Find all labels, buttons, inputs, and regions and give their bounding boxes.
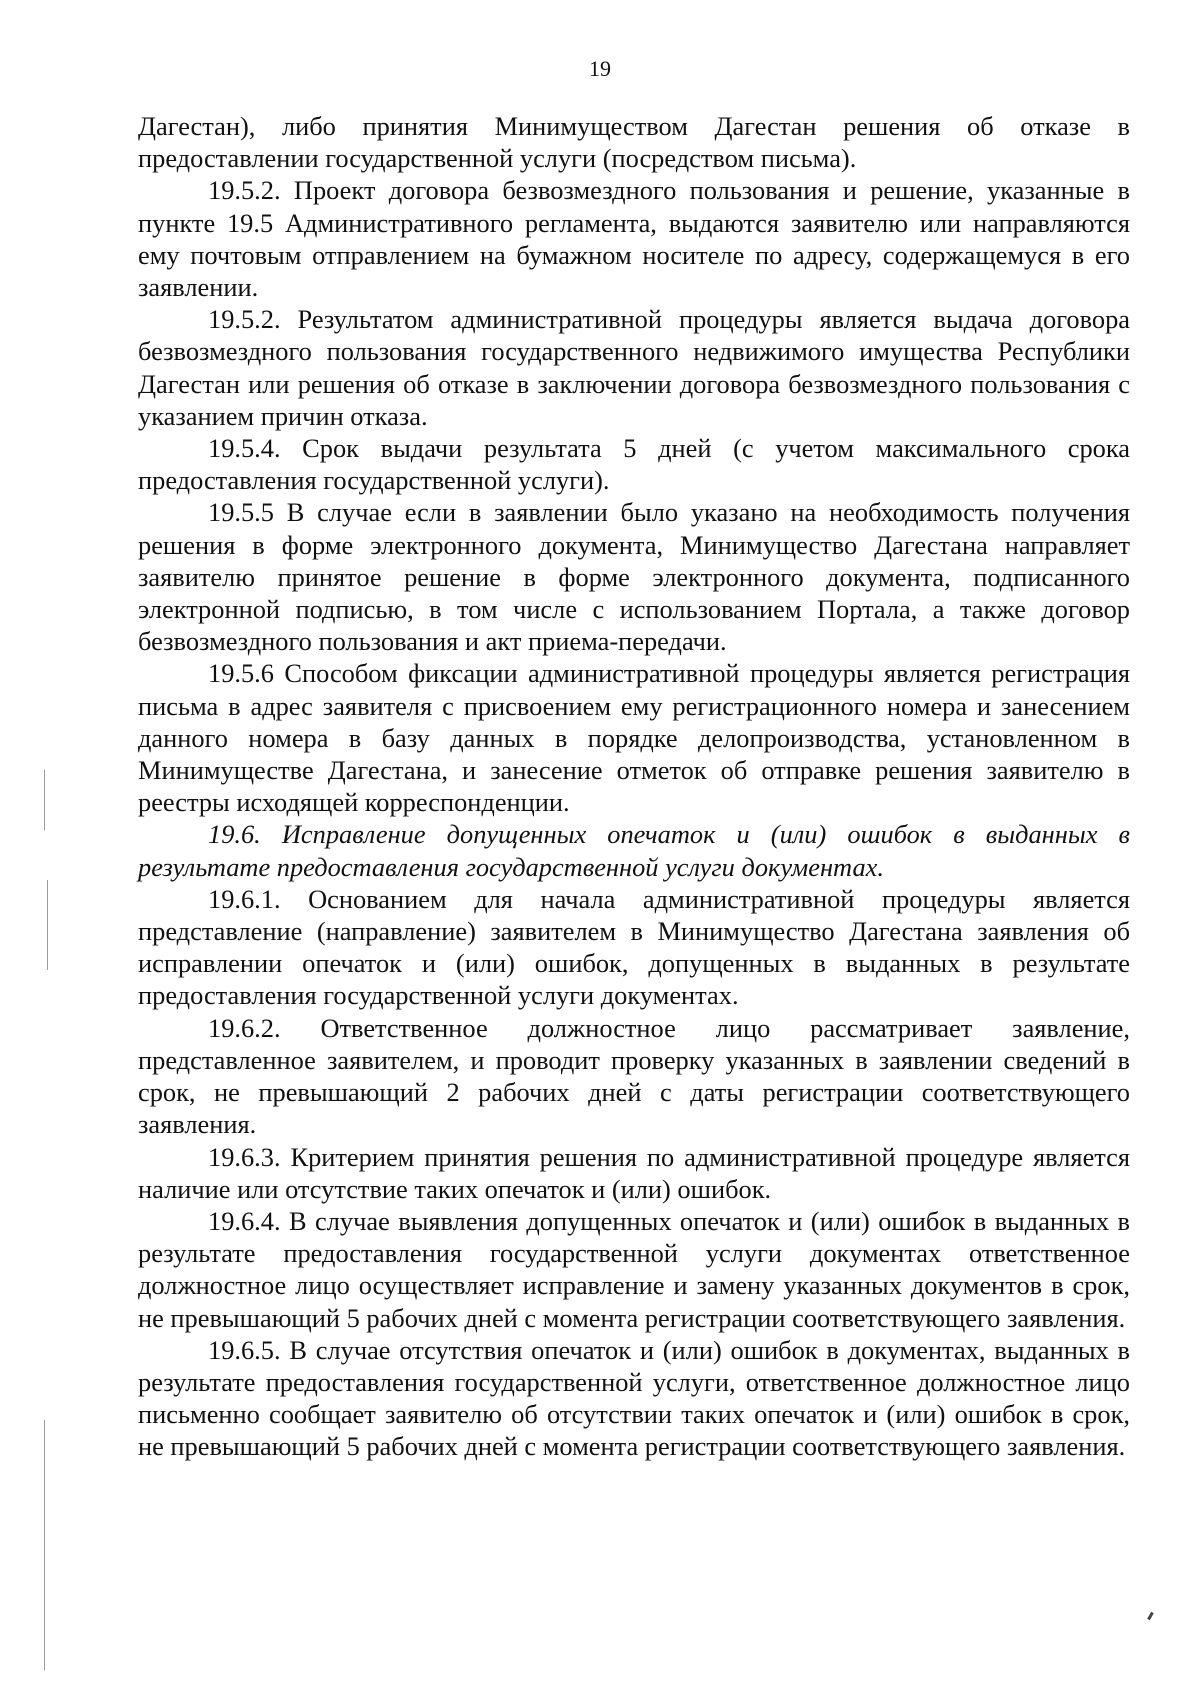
page-number: 19 — [589, 56, 611, 81]
scan-artifact-line — [44, 770, 45, 830]
paragraph-19-6-3: 19.6.3. Критерием принятия решения по административной процедуре является наличие или отсутствие таких опечаток и (или) ошибок. — [138, 1141, 1130, 1204]
paragraph-19-5-4: 19.5.4. Срок выдачи результата 5 дней (с учетом максимального срока предоставления государственной услуги). — [138, 433, 1130, 496]
paragraph-19-6-5: 19.6.5. В случае отсутствия опечаток и (или) ошибок в документах, выданных в результате предоставления государственной услуги, ответственное должностное лицо письменно сообщает заявителю об отсутствии таких опечаток и (или) ошибок в срок, не превышающий 5 рабочих дней с момента регистрации соответствующего заявления. — [138, 1334, 1130, 1462]
paragraph-19-6-4: 19.6.4. В случае выявления допущенных опечаток и (или) ошибок в выданных в результате предоставления государственной услуги документах ответственное должностное лицо осуществляет исправление и замену указанных документов в срок, не превышающий 5 рабочих дней с момента регистрации соответствующего заявления. — [138, 1205, 1130, 1333]
scan-artifact-line — [47, 880, 48, 970]
scan-artifact-line — [44, 1420, 45, 1670]
paragraph-19-6-2: 19.6.2. Ответственное должностное лицо рассматривает заявление, представленное заявителем, и проводит проверку указанных в заявлении сведений в срок, не превышающий 2 рабочих дней с даты регистрации соответствующего заявления. — [138, 1012, 1130, 1140]
paragraph-19-6-1: 19.6.1. Основанием для начала административной процедуры является представление (направление) заявителем в Минимущество Дагестана заявления об исправлении опечаток и (или) ошибок, допущенных в выданных в результате предоставления государственной услуги документах. — [138, 883, 1130, 1011]
document-body — [138, 110, 1130, 1463]
paragraph-19-5-2-draft: 19.5.2. Проект договора безвозмездного пользования и решение, указанные в пункте 19.5 Административного регламента, выдаются заявителю или направляются ему почтовым отправлением на бумажном носителе по адресу, содержащемуся в его заявлении. — [138, 175, 1130, 303]
paragraph-continuation: Дагестан), либо принятия Минимуществом Дагестан решения об отказе в предоставлении государственной услуги (посредством письма). — [138, 111, 1130, 174]
paragraph-19-5-6: 19.5.6 Способом фиксации административной процедуры является регистрация письма в адрес заявителя с присвоением ему регистрационного номера и занесением данного номера в базу данных в порядке делопроизводства, установленном в Минимуществе Дагестана, и занесение отметок об отправке решения заявителю в реестры исходящей корреспонденции. — [138, 658, 1130, 818]
section-heading-19-6: 19.6. Исправление допущенных опечаток и (или) ошибок в выданных в результате предоставления государственной услуги документах. — [138, 819, 1130, 882]
paragraph-19-5-2-result: 19.5.2. Результатом административной процедуры является выдача договора безвозмездного пользования государственного недвижимого имущества Республики Дагестан или решения об отказе в заключении договора безвозмездного пользования с указанием причин отказа. — [138, 304, 1130, 431]
scan-artifact-mark — [1147, 1612, 1154, 1620]
paragraph-19-5-5: 19.5.5 В случае если в заявлении было указано на необходимость получения решения в форме электронного документа, Минимущество Дагестана направляет заявителю принятое решение в форме электронного документа, подписанного электронной подписью, в том числе с использованием Портала, а также договор безвозмездного пользования и акт приема-передачи. — [138, 497, 1130, 657]
